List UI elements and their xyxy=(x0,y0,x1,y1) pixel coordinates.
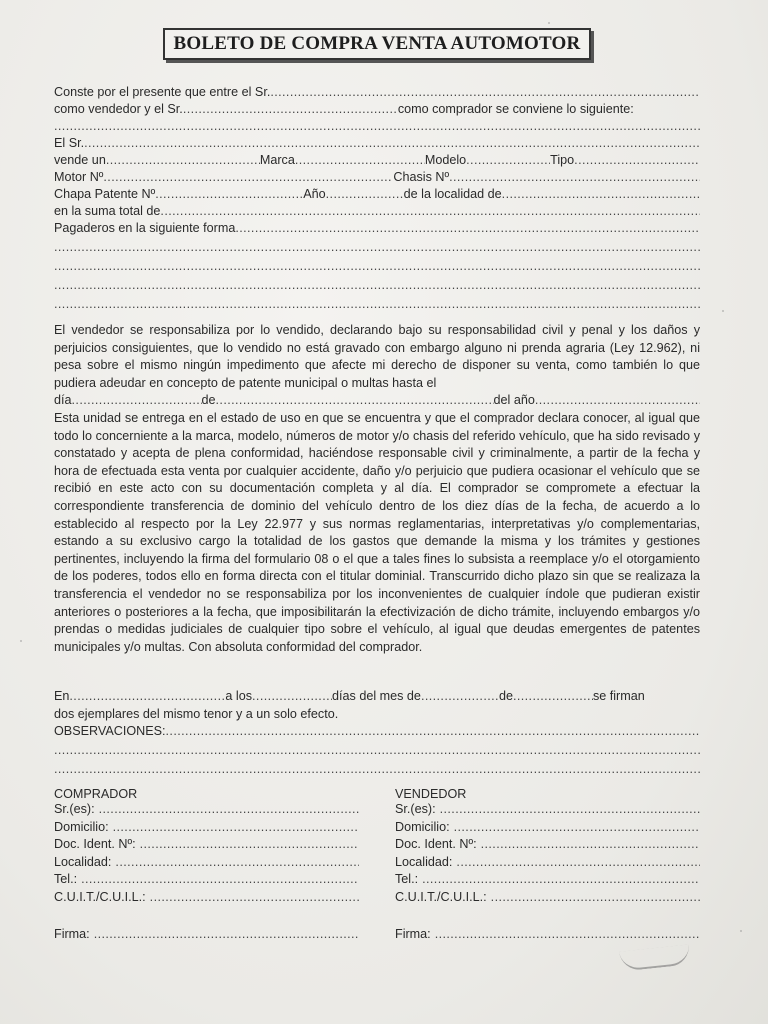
comprador-label-doc: Doc. Ident. Nº: xyxy=(54,837,136,851)
label-se-firman: se firman xyxy=(592,689,645,703)
blank-line[interactable] xyxy=(54,277,700,293)
comprador-heading: COMPRADOR xyxy=(54,787,138,801)
title-box xyxy=(163,28,591,60)
blank-line[interactable] xyxy=(54,296,700,312)
comprador-blank-domicilio[interactable] xyxy=(113,820,359,834)
vendedor-heading: VENDEDOR xyxy=(395,787,467,801)
blank-dia[interactable] xyxy=(72,392,202,408)
line-suma xyxy=(54,203,700,219)
comprador-blank-localidad[interactable] xyxy=(115,855,359,869)
line-ejemplares xyxy=(54,706,700,722)
comprador-section xyxy=(54,786,359,945)
vendedor-label-localidad: Localidad: xyxy=(395,854,453,869)
blank-marca[interactable] xyxy=(295,152,425,168)
line-blank-1 xyxy=(54,118,700,134)
blank-line[interactable] xyxy=(54,742,700,758)
vendedor-blank-tel[interactable] xyxy=(422,872,700,886)
comprador-label-cuit: C.U.I.T./C.U.I.L.: xyxy=(54,889,146,904)
paragraph-responsabilidad: El vendedor se responsabiliza por lo vendido, declarando bajo su responsabilidad civil y penal y los daños y perjuicios consiguientes, que lo vendido no está gravado con embargo alguno ni prenda agraria (Ley 12.962), ni pesa sobre el mismo ningún impedimento que afecte mi derecho de disponer su venta, como también lo que pudiera adeudar en concepto de patente municipal o multas hasta el xyxy=(54,323,700,390)
label-chasis: Chasis Nº xyxy=(393,170,450,184)
comprador-label-domicilio: Domicilio: xyxy=(54,819,109,834)
body-paragraph-2 xyxy=(54,410,700,656)
label-observaciones: OBSERVACIONES: xyxy=(54,724,166,738)
comprador-label-sr: Sr.(es): xyxy=(54,802,95,816)
blank-pagaderos[interactable] xyxy=(235,220,700,236)
paragraph-estado-unidad: Esta unidad se entrega en el estado de uso en que se encuentra y que el comprador declara conocer, al igual que todo lo concerniente a la marca, modelo, números de motor y/o chasis del referido vehículo, que ha sido revisado y constatado y acepta de plena conformidad, haciéndose responsable civil y criminalmente, a partir de la fecha y hora de efectuada esta venta por cualquier accidente, daño y/o perjuicio que pudiera ocasionar el vehículo que se recibió en este acto con su documentación completa y al día. El comprador se compromete a efectuar la correspondiente transferencia de dominio del vehículo dentro de los diez días de la fecha, de acuerdo a lo establecido al respecto por la Ley 22.977 y sus normas reglamentarias, interpretativas y/o complementarias, estando a su exclusivo cargo la totalidad de los gastos que demande la misma y los trámites y gestiones pertinentes, incluyendo la firma del formulario 08 o el que a tales fines lo subsista a reemplace y/o el otorgamiento de los poderes, todos ello en forma directa con el titular dominial. Transcurrido dicho plazo sin que se realizaza la transferencia el vendedor no se responsabiliza por los inconvenientes de cualquier índole que pudieran existir anteriores o posteriores a la fecha, que imposibilitarán la efectivización de dicho trámite, incluyendo embargos y/o prendas o medidas judiciales de cualquier tipo sobre el vehículo, al igual que deudas emergentes de patentes municipales y/o multas. Con absoluta conformidad del comprador. xyxy=(54,411,700,654)
blank-lugar[interactable] xyxy=(69,688,225,704)
label-en: En xyxy=(54,689,70,703)
label-vende-un: vende un xyxy=(54,153,106,167)
line-pagaderos xyxy=(54,220,700,236)
vendedor-blank-localidad[interactable] xyxy=(456,855,700,869)
scan-speck xyxy=(20,640,22,642)
blank-seller[interactable] xyxy=(270,84,700,100)
label-patente: Chapa Patente Nº xyxy=(54,187,156,201)
line-motor xyxy=(54,169,700,185)
line-patente xyxy=(54,186,700,202)
vendedor-blank-doc[interactable] xyxy=(481,837,700,851)
vendedor-label-firma: Firma: xyxy=(395,927,431,941)
line-seller-name xyxy=(54,84,700,100)
vendedor-blank-firma[interactable] xyxy=(435,927,700,941)
label-ejemplares: dos ejemplares del mismo tenor y a un solo efecto. xyxy=(54,707,339,721)
blank-anio-firma[interactable] xyxy=(513,688,593,704)
label-dias-mes: días del mes de xyxy=(332,689,421,703)
scan-speck xyxy=(740,930,742,932)
vendedor-label-sr: Sr.(es): xyxy=(395,802,436,816)
line-blank-obs-2 xyxy=(54,761,700,777)
comprador-blank-sr[interactable] xyxy=(99,802,359,816)
label-como-vendedor: como vendedor y el Sr. xyxy=(54,102,183,116)
comprador-label-firma: Firma: xyxy=(54,927,90,941)
line-blank-3 xyxy=(54,258,700,274)
line-observaciones xyxy=(54,723,700,739)
label-como-comprador: como comprador se conviene lo siguiente: xyxy=(397,102,634,116)
label-de: de xyxy=(201,393,216,407)
label-suma: en la suma total de xyxy=(54,204,161,218)
blank-observaciones[interactable] xyxy=(166,723,700,739)
vendedor-blank-cuit[interactable] xyxy=(491,890,700,904)
blank-modelo[interactable] xyxy=(466,152,550,168)
line-blank-5 xyxy=(54,296,700,312)
blank-line[interactable] xyxy=(54,258,700,274)
label-modelo: Modelo xyxy=(424,153,467,167)
vendedor-label-tel: Tel.: xyxy=(395,872,419,886)
label-localidad: de la localidad de xyxy=(403,187,502,201)
comprador-label-localidad: Localidad: xyxy=(54,854,112,869)
label-de-firma: de xyxy=(498,689,513,703)
blank-mes-firma[interactable] xyxy=(421,688,499,704)
line-el-sr xyxy=(54,135,700,151)
blank-line[interactable] xyxy=(54,118,700,134)
blank-suma[interactable] xyxy=(160,203,700,219)
comprador-blank-doc[interactable] xyxy=(140,837,359,851)
label-pagaderos: Pagaderos en la siguiente forma xyxy=(54,221,236,235)
comprador-label-tel: Tel.: xyxy=(54,872,78,886)
vendedor-label-domicilio: Domicilio: xyxy=(395,819,450,834)
blank-line[interactable] xyxy=(54,239,700,255)
line-firma-fecha xyxy=(54,688,700,704)
body-paragraph-1 xyxy=(54,322,700,392)
comprador-blank-cuit[interactable] xyxy=(150,890,359,904)
line-blank-obs-1 xyxy=(54,742,700,758)
line-buyer-name xyxy=(54,101,700,117)
blank-line[interactable] xyxy=(54,761,700,777)
line-vehicle xyxy=(54,152,700,168)
blank-motor[interactable] xyxy=(103,169,393,185)
label-dia: día xyxy=(54,393,72,407)
vendedor-label-cuit: C.U.I.T./C.U.I.L.: xyxy=(395,889,487,904)
blank-mes[interactable] xyxy=(216,392,494,408)
blank-patente[interactable] xyxy=(155,186,303,202)
blank-tipo[interactable] xyxy=(574,152,700,168)
line-blank-2 xyxy=(54,239,700,255)
line-fecha-deuda xyxy=(54,392,700,408)
line-blank-4 xyxy=(54,277,700,293)
label-el-sr: El Sr. xyxy=(54,136,85,150)
label-anio: Año xyxy=(303,187,326,201)
scan-speck xyxy=(722,310,724,312)
blank-buyer[interactable] xyxy=(183,101,398,117)
vendedor-blank-domicilio[interactable] xyxy=(454,820,700,834)
blank-el-sr[interactable] xyxy=(84,135,700,151)
label-marca: Marca xyxy=(259,153,295,167)
document-title: BOLETO DE COMPRA VENTA AUTOMOTOR xyxy=(173,33,581,54)
vendedor-section xyxy=(395,786,700,945)
comprador-blank-firma[interactable] xyxy=(94,927,359,941)
label-del-anio: del año xyxy=(493,393,535,407)
printer-logo-mark xyxy=(619,944,691,971)
vendedor-label-doc: Doc. Ident. Nº: xyxy=(395,837,477,851)
blank-dias[interactable] xyxy=(252,688,332,704)
label-tipo: Tipo xyxy=(550,153,575,167)
vendedor-blank-sr[interactable] xyxy=(440,802,700,816)
label-motor: Motor Nº xyxy=(54,170,104,184)
blank-anio[interactable] xyxy=(326,186,404,202)
blank-anio-deuda[interactable] xyxy=(535,392,700,408)
label-a-los: a los xyxy=(225,689,253,703)
label-conste: Conste por el presente que entre el Sr. xyxy=(54,85,271,99)
scan-speck xyxy=(548,22,550,24)
blank-chasis[interactable] xyxy=(449,169,700,185)
comprador-blank-tel[interactable] xyxy=(81,872,359,886)
blank-vehicle[interactable] xyxy=(106,152,260,168)
blank-localidad[interactable] xyxy=(502,186,700,202)
